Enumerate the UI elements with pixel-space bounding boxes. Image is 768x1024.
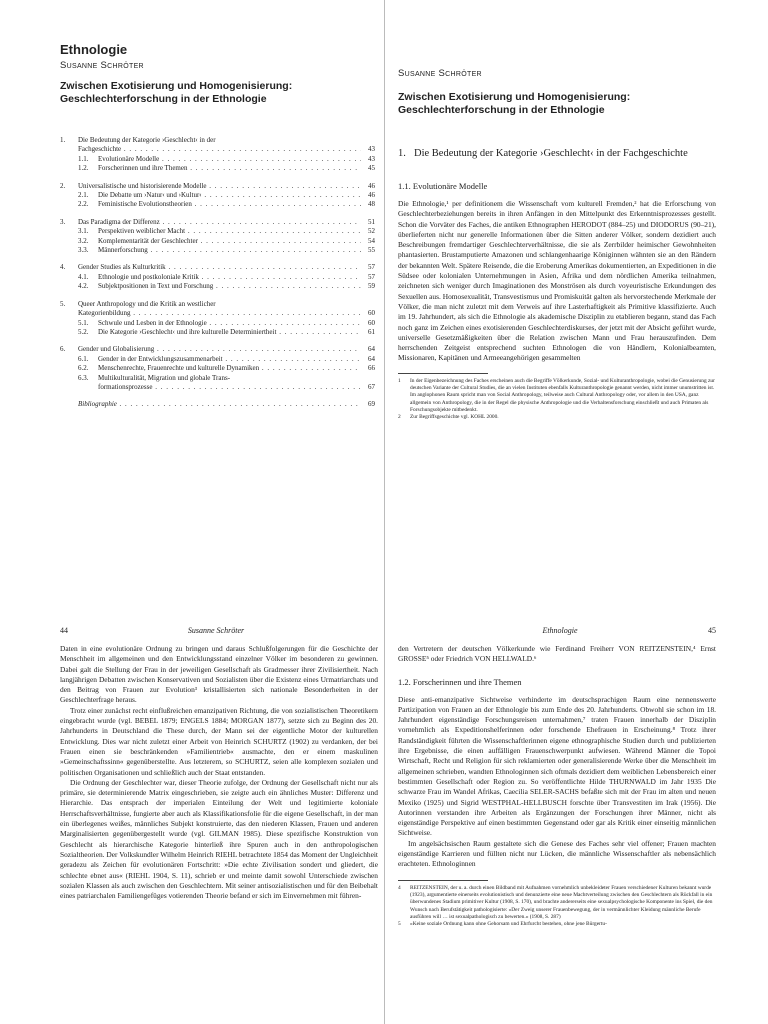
- footnote-number: 1: [398, 377, 401, 384]
- toc-entry: [60, 145, 375, 154]
- footnote-rule: [398, 373, 488, 374]
- toc-entry-title: Die Debatte um ›Natur‹ und ›Kultur‹ . . .: [98, 191, 361, 200]
- toc-entry-page: 64: [368, 354, 375, 363]
- toc-entry: [60, 191, 375, 200]
- toc-entry-number: 3.1.: [78, 227, 89, 236]
- body-text: [60, 644, 378, 901]
- toc-entry-page: [361, 136, 375, 145]
- chapter-title: Zwischen Exotisierung und Homogenisierung: Geschlechterforschung in der Ethnologie: [60, 80, 293, 105]
- footnote-text: In der Eigenbezeichnung des Faches erscheinen auch die Begriffe Völkerkunde, Sozial- und Kulturanthropologie, wobei die Genusierung zur deutschen Variante der Cultural Studies, die an vielen Instituten ebenfalls Kulturanthropologie genannt werden, nicht immer unumstritten ist. Im anglophonen Raum spricht man von Social Anthropology, teilweise auch Cultural Anthropology oder, vor allem in den USA, ganz allgemein von Anthropology, die in der Regel die physische Anthropologie und die Verhaltensforschung einschließt und auch Primaten als Forschungsobjekte mitbedenkt.: [410, 377, 715, 413]
- toc-entry-page: 69: [368, 400, 375, 409]
- toc-entry-page: 57: [368, 272, 375, 281]
- body-text: [398, 695, 716, 870]
- toc-entry-title: Fachgeschichte . . .: [78, 145, 361, 154]
- toc-entry-number: [78, 383, 98, 392]
- page-chapter-start: [398, 68, 716, 568]
- toc-entry-page: 46: [368, 191, 375, 200]
- toc-entry-number: 4.: [60, 263, 66, 272]
- toc-entry-title: Subjektpositionen in Text und Forschung . . .: [98, 282, 361, 291]
- footnote-text: REITZENSTEIN, der u. a. durch einen Bildband mit Aufnahmen vornehmlich unbekleideter Frauen verschiedener Kulturen bekannt wurde (1923), argumentierte einerseits evolutionistisch und denunzierte eine neue Machtverteilung zwischen den Geschlechtern als Rückfall in ein überwundenes Stadium primitiver Kultur (1908, S. 170), und brachte andererseits eine sexualpsychologische Komponente ins Spiel, die den Wunsch nach Berufstätigkeit pathologisierte: »Der Zweig unserer Frauenbewegung, der in vermännlichter Kleidung männliche Berufe ausführen will … ist sexualpathologisch zu bewerten.« (1908, S. 287): [410, 884, 713, 920]
- subsection-heading: 1.2. Forscherinnen und ihre Themen: [398, 676, 522, 687]
- toc-entry: [60, 364, 375, 373]
- toc-entry-title: Universalistische und historisierende Modelle . . .: [78, 182, 361, 191]
- paragraph: den Vertretern der deutschen Völkerkunde wie Ferdinand Freiherr VON REITZENSTEIN,⁴ Ernst GROSSE⁵ oder Friedrich VON HELLWALD.⁶: [398, 644, 716, 664]
- paragraph: Daten in eine evolutionäre Ordnung zu bringen und daraus Schlußfolgerungen für die Geschichte der Menschheit im allgemeinen und den Entwicklungsstand einzelner Völker im besonderen zu gewinnen. Dabei galt die Stellung der Frau in der jeweiligen Gesellschaft als Gradmesser ihrer Zivilisiertheit. Nach langjährigen Debatten zwischen Konservativen und Sozialisten über die Existenz eines Urmatriarchats und den Beitrag von Frauen zur Evolution³ kristallisierten sich nationale Besonderheiten in der Geschlechterfrage heraus.: [60, 644, 378, 705]
- footnote: [398, 921, 716, 928]
- toc-entry-title: Schwule und Lesben in der Ethnologie . . .: [98, 319, 361, 328]
- toc-entry-number: 1.: [60, 136, 66, 144]
- toc-entry-number: 2.: [60, 181, 66, 190]
- body-text: [398, 644, 716, 665]
- toc-entry-title: Gender in der Entwicklungszusammenarbeit . . .: [98, 355, 361, 364]
- footnote-number: 4: [398, 884, 401, 891]
- toc-entry-page: 60: [368, 309, 375, 318]
- toc-entry-title: Komplementarität der Geschlechter . . .: [98, 237, 361, 246]
- page-number: 44: [60, 626, 68, 635]
- toc-entry: [60, 182, 375, 191]
- toc-entry-number: 5.: [60, 299, 66, 308]
- toc-entry-number: 5.1.: [78, 318, 89, 327]
- page-44: [60, 626, 378, 1024]
- page-number: 45: [707, 626, 716, 635]
- paragraph: Diese anti-emanzipative Sichtweise verhinderte im deutschsprachigen Raum eine nennenswerte Partizipation von Frauen an der Ethnologie bis zum Ende des 20. Jahrhunderts. Obwohl sie schon im 18. Jahrhundert eigenständige Forschungsreisen unternahmen,⁷ traten Frauen innerhalb der Disziplin vornehmlich als Expeditionshelferinnen oder forschende Ehefrauen in Erscheinung.⁸ Trotz ihrer Randständigkeit führten die Wissenschaftlerinnen eigene ethnographische Studien durch und publizierten ihre Ergebnisse, die einen auffälligen Frauenschwerpunkt aufwiesen. Während Männer die Topoi Wirtschaft, Recht und Religion für sich reklamierten oder generalisierende Werke über die Menschheit im allgemeinen schrieben, wandten Ethnologinnen sich oftmals dezidiert dem weiblichen Lebensbereich einer bestimmten Gesellschaft oder Region zu. So veröffentlichte Hilde THURNWALD im Jahr 1935 Die schwarze Frau im Wandel Afrikas, Caecilia SELER-SACHS befaßte sich mit der Frau im alten und neuen Mexiko (1925) und Sigrid WESTPHAL-HELLBUSCH forschte über Transvestiten im Irak (1956). Die Autorinnen verstanden ihre Arbeiten als Ergänzungen der Forschungen ihrer Männer, nicht als eigenständige Perspektive auf einen bestimmten Gegenstand oder gar als Kritik einer einseitig männlichen Sichtweise.: [398, 694, 716, 838]
- toc-entry: [60, 374, 375, 383]
- toc-entry: [60, 218, 375, 227]
- toc-entry-title: Männerforschung . . .: [98, 246, 361, 255]
- toc-entry-title: Gender Studies als Kulturkritik . . .: [78, 263, 361, 272]
- toc-entry: [60, 300, 375, 309]
- running-head-text: Ethnologie: [542, 626, 578, 635]
- toc-entry-title: Menschenrechte, Frauenrechte und kulturelle Dynamiken . . .: [98, 364, 361, 373]
- toc-entry-title: Kategorienbildung . . .: [78, 309, 361, 318]
- toc-entry: [60, 246, 375, 255]
- toc-entry: [60, 282, 375, 291]
- toc-entry: [60, 227, 375, 236]
- toc-entry-page: 61: [368, 327, 375, 336]
- toc-entry: [60, 263, 375, 272]
- toc-entry-page: 51: [368, 217, 375, 226]
- paragraph: Trotz einer zunächst recht einflußreichen emanzipativen Richtung, die von sozialistischen Theoretikern eingebracht wurde (vgl. BEBEL 1879; ENGELS 1884; MORGAN 1877), setzte sich zu Beginn des 20. Jahrhunderts in Deutschland die These durch, der Mann sei der eigentliche Motor der kulturellen Entwicklung. Dies war nicht zuletzt einer Arbeit von Heinrich SCHURTZ (1902) zu verdanken, der bei Frauen einen sie beschränkenden »Familientrieb« ausmachte, den er einem maskulinen »Gemeinschaftssinn« gegenüberstellte. Aus letzterem, so SCHURTZ, seien alle komplexen sozialen und politischen Organisationen und schließlich auch der Staat entstanden.: [60, 705, 378, 777]
- section-heading: Ethnologie: [60, 42, 128, 57]
- toc-entry-number: 1.2.: [78, 164, 89, 173]
- toc-entry-number: 2.1.: [78, 191, 89, 200]
- toc-entry: [60, 309, 375, 318]
- toc-entry-title: Queer Anthropology und die Kritik an westlicher: [78, 299, 216, 308]
- toc-entry-title: formationsprozesse . . .: [98, 383, 361, 392]
- toc-entry: [60, 383, 375, 392]
- toc-entry-title: Ethnologie und postkoloniale Kritik . . .: [98, 273, 361, 282]
- toc-entry-page: 66: [368, 364, 375, 373]
- running-header: [60, 626, 378, 635]
- page-45: [398, 626, 716, 1024]
- footnote-number: 5: [398, 921, 401, 928]
- toc-entry-number: [60, 400, 78, 409]
- footnote: [398, 885, 716, 921]
- paragraph: Im angelsächsischen Raum gestaltete sich die Genese des Faches sehr viel offener; Frauen machten eigenständige Karrieren und füllten nicht nur Lücken, die männliche Wissenschaftler als nebensächlich erachteten. Ethnologinnen: [398, 838, 716, 869]
- subsection-heading: 1.1. Evolutionäre Modelle: [398, 181, 488, 191]
- toc-entry-number: 6.3.: [78, 373, 89, 382]
- footnote-text: Zur Begriffsgeschichte vgl. KOHL 2000.: [410, 414, 499, 421]
- toc-entry-page: 43: [368, 145, 375, 154]
- toc-entry-title: Gender und Globalisierung . . .: [78, 345, 361, 354]
- toc-entry-number: 6.: [60, 345, 66, 354]
- toc-entry-page: 48: [368, 200, 375, 209]
- toc-entry-page: [361, 300, 375, 309]
- toc-entry-title: Evolutionäre Modelle . . .: [98, 155, 361, 164]
- toc-entry: [60, 155, 375, 164]
- toc-entry-number: 4.2.: [78, 282, 89, 291]
- toc-entry-title: Bibliographie . . .: [78, 400, 361, 409]
- chapter-title: Zwischen Exotisierung und Homogenisierung: Geschlechterforschung in der Ethnologie: [398, 91, 631, 116]
- table-of-contents: [60, 136, 375, 410]
- toc-entry-page: 45: [368, 164, 375, 173]
- author-name: Susanne Schröter: [398, 68, 482, 79]
- toc-entry: [60, 355, 375, 364]
- paragraph: Die Ordnung der Geschlechter war, dieser Theorie zufolge, der Ordnung der Gesellschaft nicht nur als primäre, sie determinierende Matrix eingeschrieben, sie zeigte auch ein ähnliches Muster: Differenz und Hierarchie. Das entsprach der imperialen Einteilung der Welt und legitimierte koloniale Herrschaftsverhältnisse, fungierte aber auch als Klassifikationsfolie für die eigene Gesellschaft, in der man ein überlegenes weißes, männliches Subjekt konstruierte, das den niederen Klassen, Frauen und anderen Marginalisierten gegenübergestellt wurde (vgl. GILMAN 1985). Diese spezifische Konstruktion von Geschlecht als hierarchische Kategorie hinterließ ihre Spuren auch in den anthropologischen Sozialtheorien. Der Volkskundler Wilhelm Heinrich RIEHL betrachtete 1854 das Moment der Ungleichheit geradezu als Zeichen für evolutionären Fortschritt: »Die echte Zivilisation sondert und gliedert, die schlechte ebnet aus« (RIEHL 1904, S. 11), schrieb er und meinte damit sowohl Unterschiede zwischen sozialen Klassen als auch zwischen den Geschlechtern. Mit seiner antisozialistischen und für den Beibehalt eines patriarchalen Familiengefüges votierenden Theorie befand er sich im Einvernehmen mit führen-: [60, 777, 378, 901]
- toc-entry-page: 55: [368, 246, 375, 255]
- toc-entry: [60, 237, 375, 246]
- running-header: [398, 626, 716, 635]
- toc-entry-title: Die Kategorie ›Geschlecht‹ und ihre kulturelle Determiniertheit . . .: [98, 328, 361, 337]
- toc-entry-page: 64: [368, 345, 375, 354]
- footnotes: [398, 880, 716, 929]
- running-head-text: Susanne Schröter: [187, 626, 245, 635]
- toc-entry-page: 60: [368, 318, 375, 327]
- toc-entry-page: [361, 374, 375, 383]
- toc-entry: [60, 273, 375, 282]
- toc-entry-number: 4.1.: [78, 272, 89, 281]
- toc-entry-number: 3.2.: [78, 236, 89, 245]
- toc-entry-number: 5.2.: [78, 327, 89, 336]
- toc-entry-title: Multikulturalität, Migration und globale Trans-: [98, 373, 231, 382]
- footnote: [398, 378, 716, 414]
- footnote-rule: [398, 880, 488, 881]
- toc-entry: [60, 164, 375, 173]
- toc-entry-number: 2.2.: [78, 200, 89, 209]
- toc-entry: [60, 328, 375, 337]
- toc-entry-title: Die Bedeutung der Kategorie ›Geschlecht‹ in der: [78, 136, 216, 144]
- page-toc: [60, 40, 375, 480]
- body-text: Die Ethnologie,¹ per definitionem die Wissenschaft vom kulturell Fremden,² hat die Erforschung von Geschlechterbeziehungen bereits in ihren Anfängen in den Mittelpunkt des Erkenntnisprozesses gestellt. Schon die Vorväter des Faches, die antiken Ethnographen HERODOT (884–25) und DIODORUS (90–21), überlieferten nicht nur generelle Informationen über die Sitten anderer Völker, sondern dezidiert auch Beschreibungen fremdartiger Geschlechterverhältnisse, die sie als Zerrbilder heimischer Gewohnheiten phantasierten. Brustamputierte Amazonen und schlangenhaarige Königinnen wähnten sie an den Rändern der bekannten Welt. Spätere Reisende, die die Eroberung Amerikas dokumentierten, an Expeditionen in die Südsee oder kolonialen Unternehmungen in Asien, Afrika und dem nördlichen Amerika teilnahmen, zeichneten sich weniger durch Imaginationen des Monströsen als durch voyeuristische Erkundungen des Sexuellen aus. Homosexualität, Transvestismus und Promiskuität galten als hervorstechende Merkmale der Völker, die man nicht zuletzt mit dem Verweis auf ihre Lasterhaftigkeit als Primitive klassifizierte. Auch im 19. Jahrhundert, als sich die Ethnologie als akademische Disziplin zu etablieren begann, stand das Fach noch ganz im Zeichen eines exotisierenden Geschlechterdiskurses, der jetzt mit der Absicht geführt wurde, universelle Gesetzmäßigkeiten über die Relation zwischen Mann und Frau herauszufinden. Dem herrschenden Zeitgeist entsprechend suchten Ethnologen die von Händlern, Kolonialbeamten, Missionaren, Kapitänen und Armeeangehörigen gesammelten: [398, 199, 716, 363]
- section-heading: [398, 147, 716, 160]
- toc-entry-page: 43: [368, 154, 375, 163]
- toc-entry-number: 6.1.: [78, 354, 89, 363]
- toc-entry-page: 54: [368, 236, 375, 245]
- toc-entry: [60, 136, 375, 145]
- toc-entry-number: 3.: [60, 217, 66, 226]
- footnote-number: 2: [398, 414, 401, 421]
- toc-entry: [60, 345, 375, 354]
- section-title: Die Bedeutung der Kategorie ›Geschlecht‹ in der Fachgeschichte: [414, 148, 688, 159]
- toc-entry-number: 3.3.: [78, 246, 89, 255]
- toc-entry: [60, 200, 375, 209]
- footnote: [398, 414, 716, 421]
- section-number: 1.: [398, 148, 406, 159]
- toc-entry-page: 59: [368, 282, 375, 291]
- footnote-text: »Keine soziale Ordnung kann ohne Gehorsam und Ehrfurcht bestehen, ohne jene Bürgertu-: [410, 921, 607, 928]
- toc-entry-page: 67: [368, 382, 375, 391]
- footnotes: [398, 373, 716, 422]
- author-name: Susanne Schröter: [60, 60, 144, 71]
- toc-entry-number: 1.1.: [78, 154, 89, 163]
- toc-entry-page: 52: [368, 227, 375, 236]
- toc-entry-title: Das Paradigma der Differenz . . .: [78, 218, 361, 227]
- toc-entry-number: 6.2.: [78, 364, 89, 373]
- toc-entry-page: 57: [368, 263, 375, 272]
- toc-entry: [60, 319, 375, 328]
- toc-entry-page: 46: [368, 181, 375, 190]
- toc-entry-title: Perspektiven weiblicher Macht . . .: [98, 227, 361, 236]
- toc-entry-title: Forscherinnen und ihre Themen . . .: [98, 164, 361, 173]
- toc-entry: [60, 400, 375, 409]
- toc-entry-title: Feministische Evolutionstheorien . . .: [98, 200, 361, 209]
- book-spine: [384, 0, 385, 1024]
